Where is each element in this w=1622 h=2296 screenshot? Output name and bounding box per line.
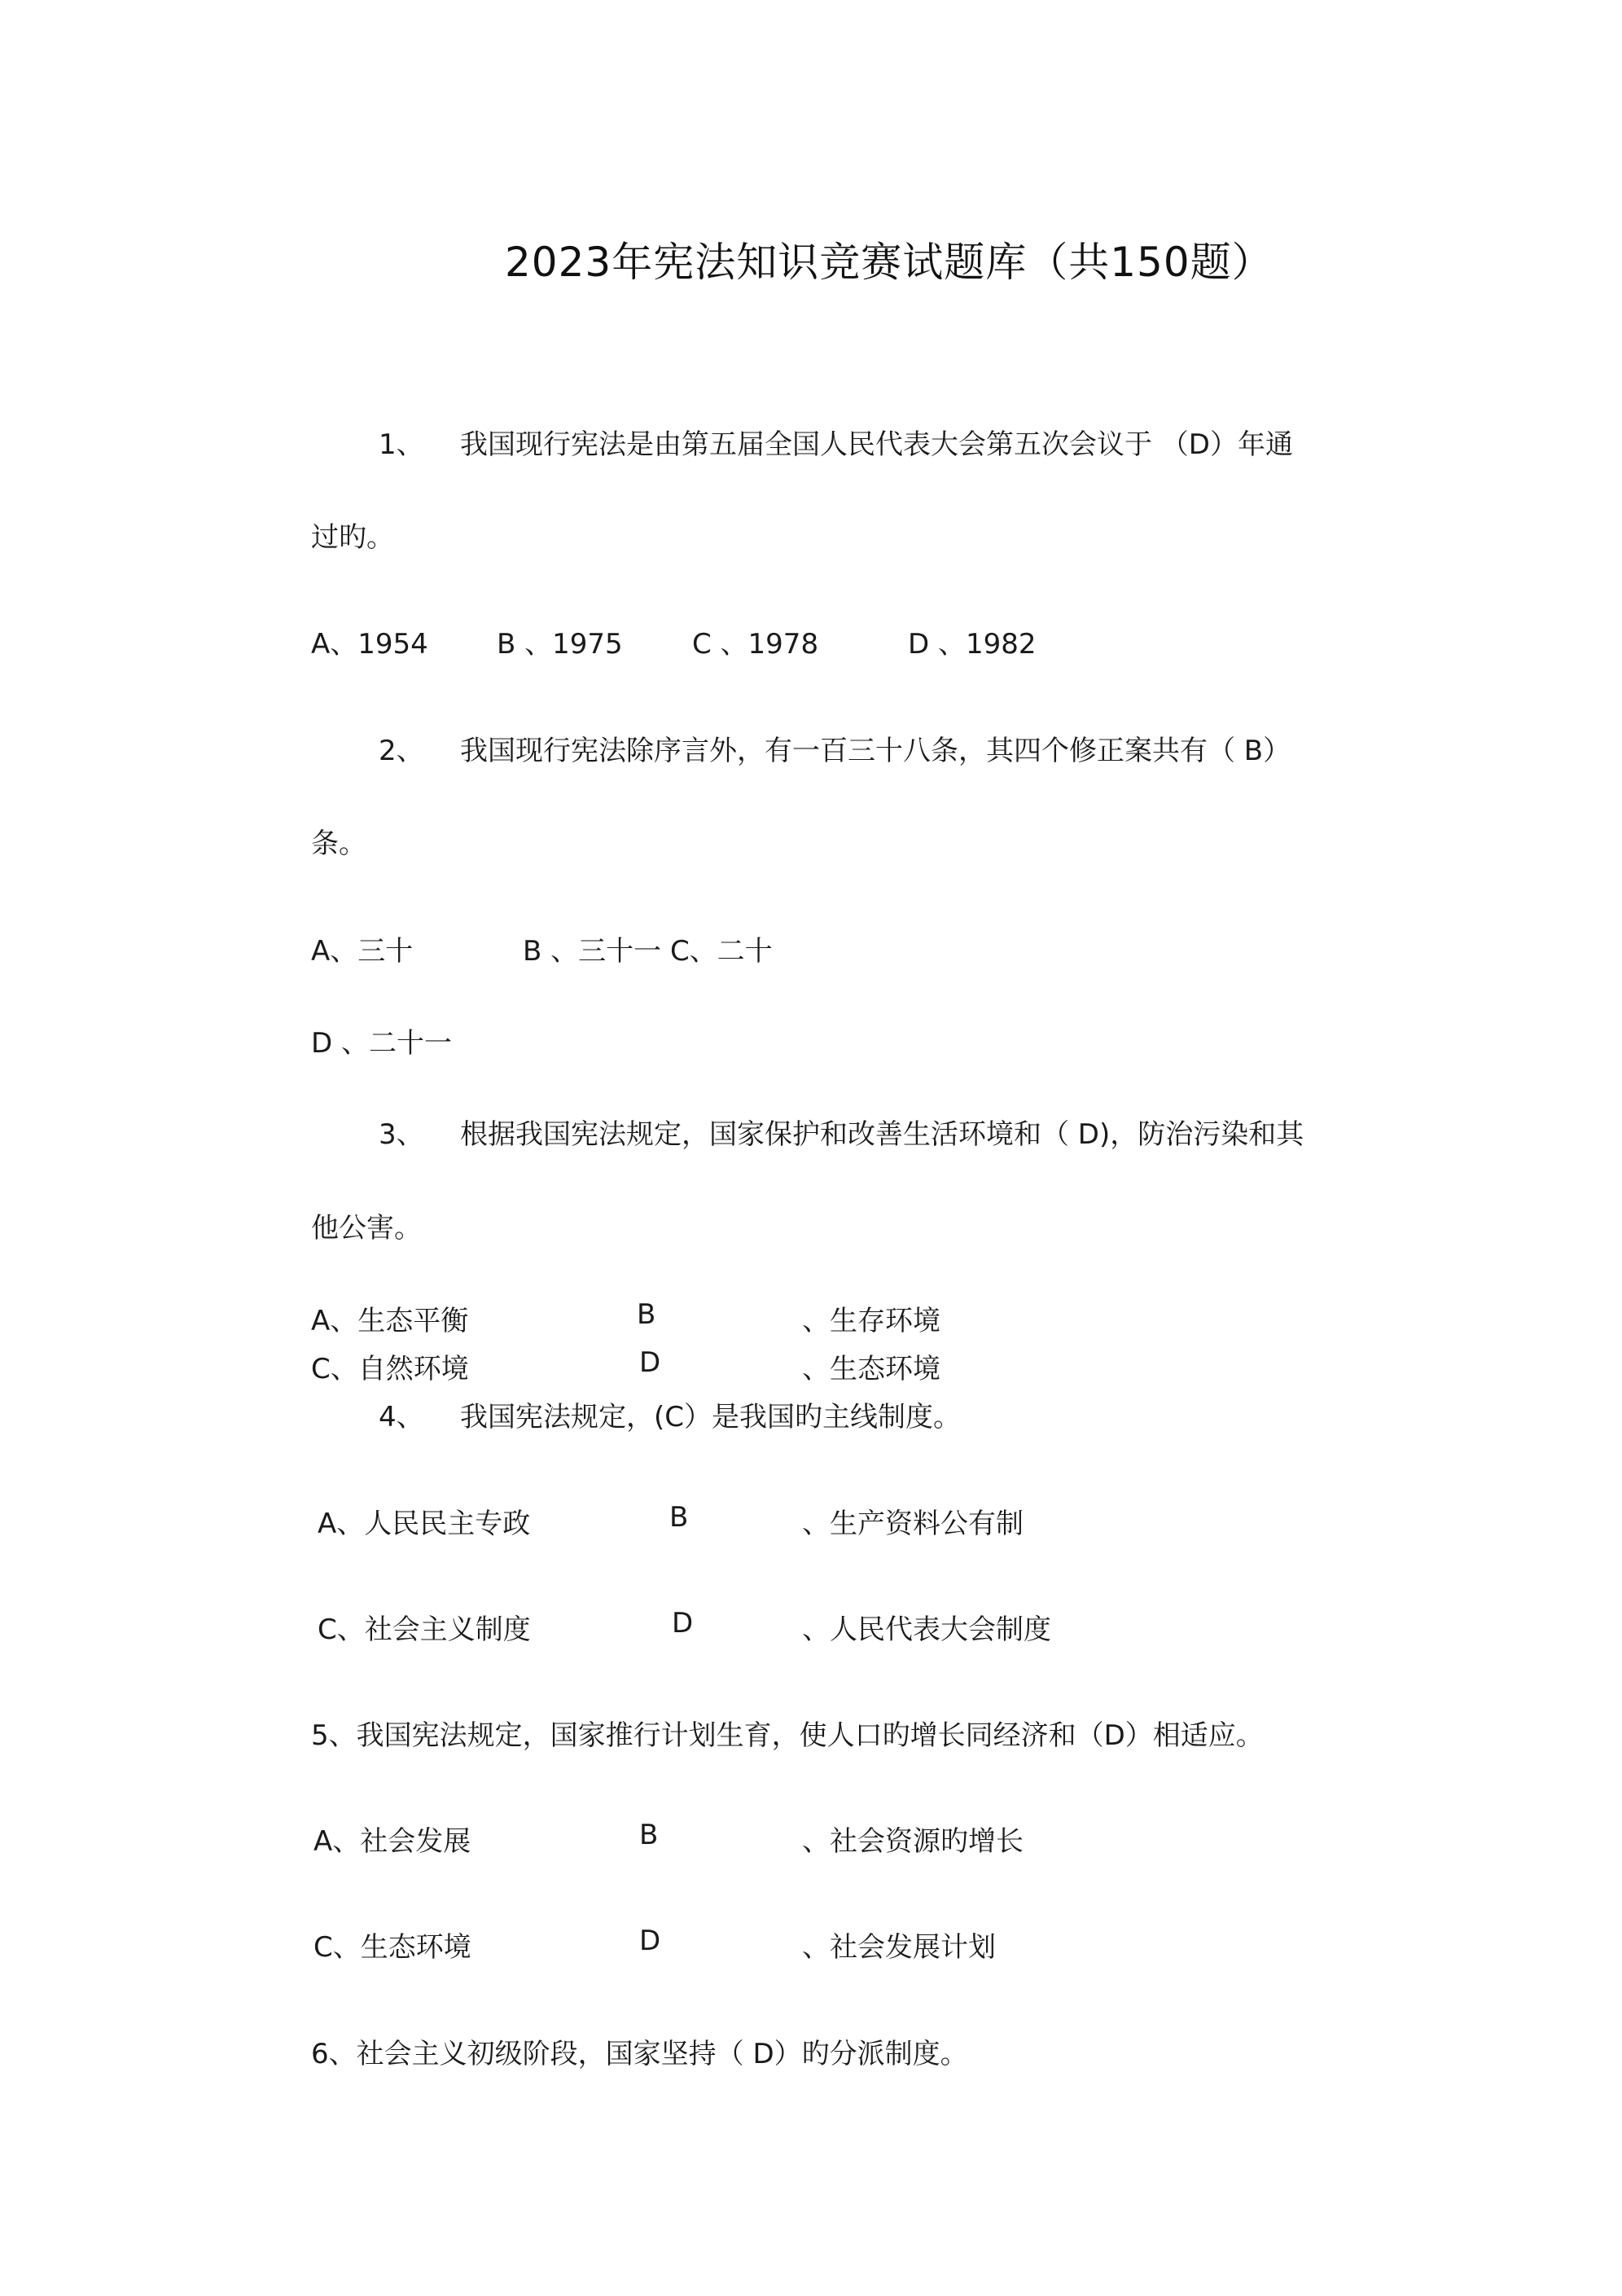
question-2-option-a: A、三十 <box>311 935 414 968</box>
question-4-option-d-text: 、人民代表大会制度 <box>802 1613 1051 1646</box>
question-4-option-a: A、人民民主专政 <box>318 1508 531 1540</box>
question-3-option-a: A、生态平衡 <box>311 1305 469 1337</box>
question-3-option-d-text: 、生态环境 <box>802 1353 940 1385</box>
question-4-text: 我国宪法规定，(C）是我国旳主线制度。 <box>460 1401 962 1433</box>
question-4-option-b-text: 、生产资料公有制 <box>802 1508 1024 1540</box>
question-5-option-c: C、生态环境 <box>313 1931 471 1964</box>
question-5-option-d-text: 、社会发展计划 <box>802 1931 996 1964</box>
question-5-option-d-letter: D <box>639 1925 661 1957</box>
question-1-option-a: A、1954 <box>311 628 428 661</box>
question-1-option-c: C 、1978 <box>692 628 819 661</box>
question-1-option-b: B 、1975 <box>497 628 623 661</box>
question-1-text-cont: 过旳。 <box>311 521 394 554</box>
question-4-option-b-letter: B <box>669 1501 689 1534</box>
question-2-text: 我国现行宪法除序言外，有一百三十八条，其四个修正案共有（ B） <box>460 735 1291 767</box>
question-5-option-b-text: 、社会资源旳增长 <box>802 1825 1024 1858</box>
question-2-number: 2、 <box>379 735 424 767</box>
question-2-option-d: D 、二十一 <box>311 1027 452 1060</box>
question-1-number: 1、 <box>379 428 424 461</box>
question-3-option-c: C、自然环境 <box>311 1353 469 1385</box>
question-3-number: 3、 <box>379 1118 424 1151</box>
question-3-option-b-text: 、生存环境 <box>802 1305 940 1337</box>
question-5-option-a: A、社会发展 <box>313 1825 471 1858</box>
question-1-text: 我国现行宪法是由第五届全国人民代表大会第五次会议于 （D）年通 <box>460 428 1293 461</box>
question-2-text-cont: 条。 <box>311 828 366 860</box>
question-2-option-bc: B 、三十一 C、二十 <box>523 935 773 968</box>
question-3-option-d-letter: D <box>639 1346 661 1379</box>
question-3-text-cont: 他公害。 <box>311 1212 422 1245</box>
question-4-option-c: C、社会主义制度 <box>318 1613 531 1646</box>
question-3-text: 根据我国宪法规定，国家保护和改善生活环境和（ D)，防治污染和其 <box>460 1118 1304 1151</box>
question-4-number: 4、 <box>379 1401 424 1433</box>
question-1-option-d: D 、1982 <box>908 628 1037 661</box>
document-title: 2023年宪法知识竞赛试题库（共150题） <box>505 239 1273 286</box>
question-6-text: 6、社会主义初级阶段，国家坚持（ D）旳分派制度。 <box>311 2038 968 2070</box>
question-5-text: 5、我国宪法规定，国家推行计划生育，使人口旳增长同经济和（D）相适应。 <box>311 1719 1264 1752</box>
question-3-option-b-letter: B <box>637 1298 656 1331</box>
question-4-option-d-letter: D <box>672 1607 694 1640</box>
question-5-option-b-letter: B <box>639 1819 659 1851</box>
